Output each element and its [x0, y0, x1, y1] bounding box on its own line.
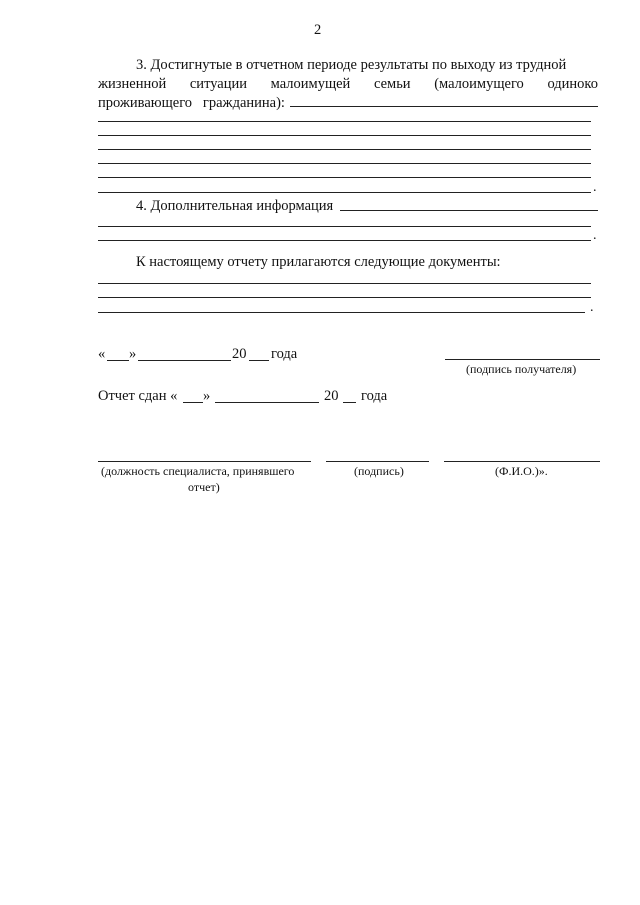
fill-line [98, 297, 591, 298]
submitted-year-suffix: года [361, 388, 388, 404]
line-end-period: . [593, 228, 597, 243]
word: ситуации [189, 76, 247, 92]
specialist-signature-line [326, 461, 429, 462]
date-year-suffix: года [271, 346, 298, 362]
specialist-position-caption-line1: (должность специалиста, принявшего [101, 464, 295, 478]
submitted-year-prefix: 20 [324, 388, 339, 404]
year-blank [249, 360, 269, 361]
section3-line3: проживающего гражданина): [98, 95, 285, 111]
word: одиноко [547, 76, 598, 92]
day-blank [107, 360, 129, 361]
specialist-position-caption-line2: отчет) [188, 480, 220, 494]
fill-line [340, 210, 598, 211]
specialist-position-line [98, 461, 311, 462]
section3-line2 [98, 76, 598, 93]
attachments-label: К настоящему отчету прилагаются следующие документы: [136, 254, 501, 270]
page-number: 2 [314, 22, 322, 38]
recipient-signature-line [445, 359, 600, 360]
fill-line [98, 240, 591, 241]
fill-line [290, 106, 598, 107]
fill-line [98, 226, 591, 227]
specialist-signature-caption: (подпись) [354, 464, 404, 478]
fill-line [98, 283, 591, 284]
word: жизненной [98, 76, 167, 92]
word: семьи [373, 76, 411, 92]
submitted-year-blank [343, 402, 356, 403]
fill-line [98, 163, 591, 164]
date-close-quote: » [129, 346, 137, 362]
date-open-quote: « [98, 346, 106, 362]
fill-line [98, 177, 591, 178]
fill-line [98, 121, 591, 122]
submitted-close-quote: » [203, 388, 211, 404]
submitted-day-blank [183, 402, 203, 403]
date-year-prefix: 20 [232, 346, 247, 362]
recipient-signature-caption: (подпись получателя) [466, 362, 577, 376]
fill-line [98, 192, 591, 193]
line-end-period: . [593, 180, 597, 195]
submitted-month-blank [215, 402, 319, 403]
month-blank [138, 360, 231, 361]
word: (малоимущего [434, 76, 524, 92]
fill-line [98, 135, 591, 136]
fill-line [98, 149, 591, 150]
specialist-fio-caption: (Ф.И.О.)». [495, 464, 548, 478]
section4-label: 4. Дополнительная информация [136, 198, 334, 214]
line-end-period: . [590, 300, 594, 315]
specialist-fio-line [444, 461, 600, 462]
word: малоимущей [270, 76, 351, 92]
fill-line [98, 312, 585, 313]
report-submitted-label: Отчет сдан « [98, 388, 178, 404]
section3-line1: 3. Достигнутые в отчетном периоде результаты по выходу из трудной [136, 57, 567, 73]
